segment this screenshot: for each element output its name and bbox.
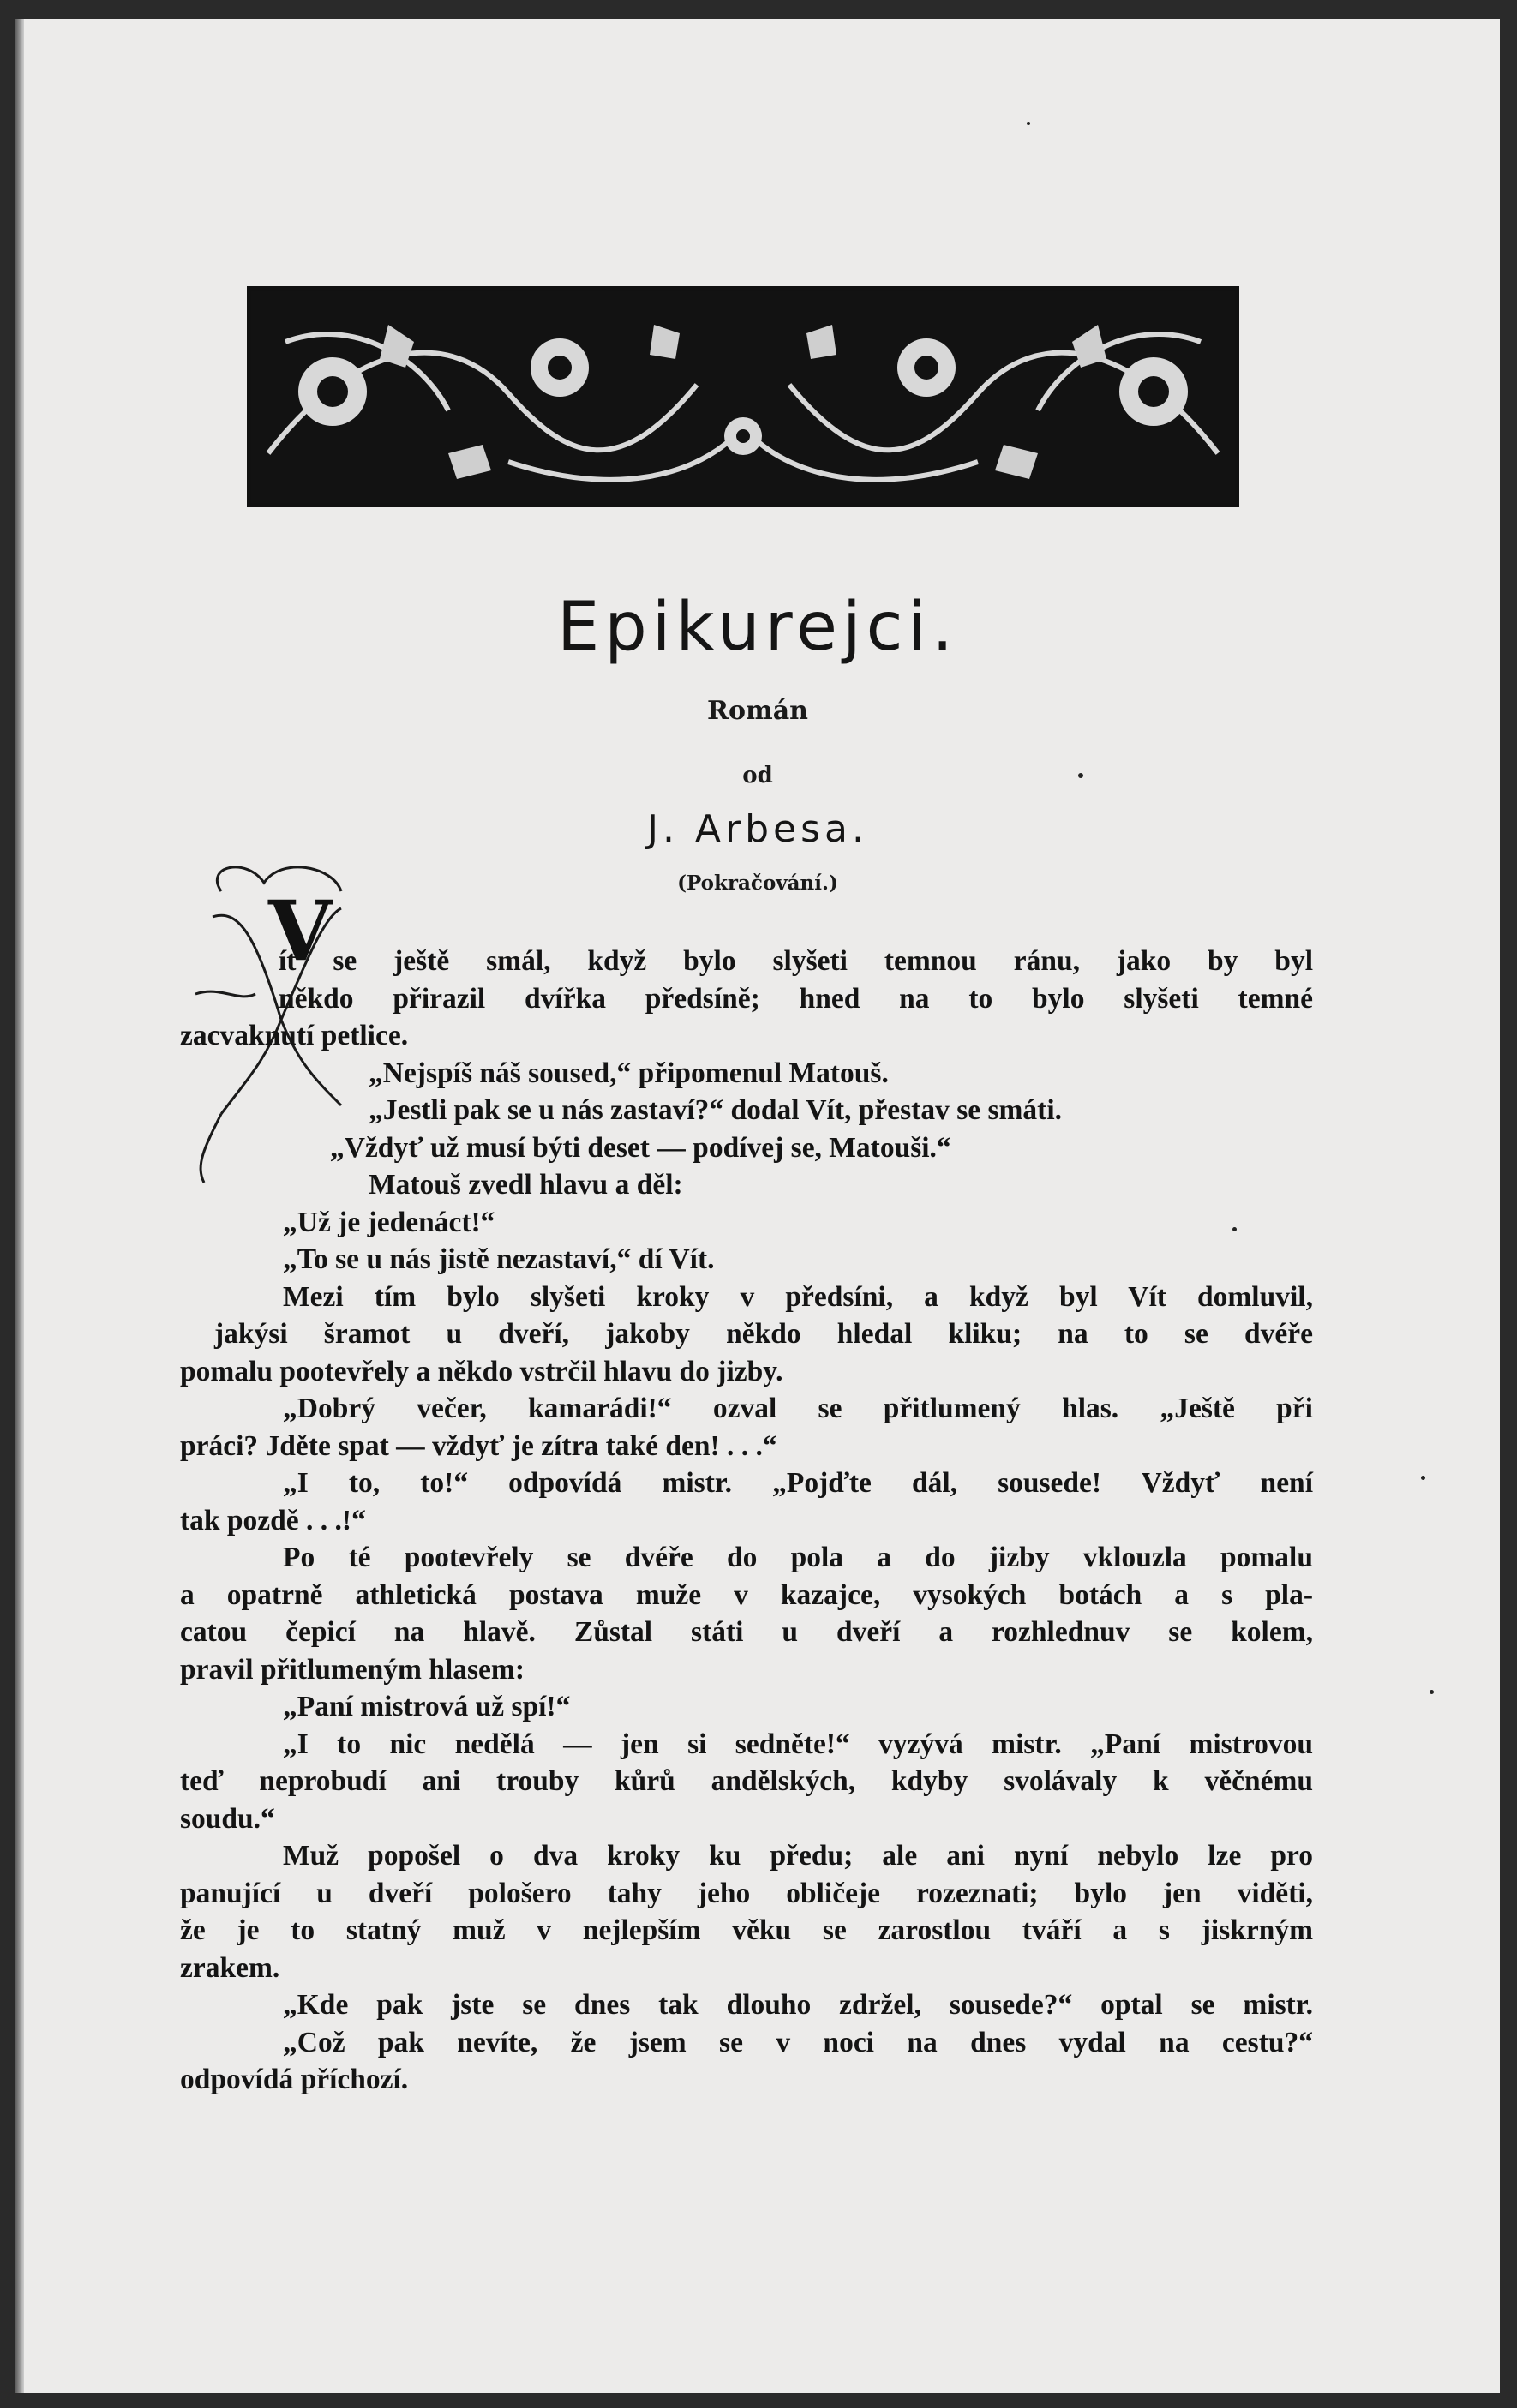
text-line: „Kde pak jste se dnes tak dlouho zdržel, sousede?“ optal se mistr. xyxy=(283,1989,1313,2021)
subtitle: Román xyxy=(707,696,808,726)
text-line: jakýsi šramot u dveří, jakoby někdo hledal kliku; na to se dvéře xyxy=(214,1318,1313,1350)
text-line: „Dobrý večer, kamarádi!“ ozval se přitlumený hlas. „Ještě při xyxy=(283,1393,1313,1424)
text-line: panující u dveří pološero tahy jeho obličeje rozeznati; bylo jen viděti, xyxy=(180,1877,1313,1909)
text-line: „I to, to!“ odpovídá mistr. „Pojďte dál, sousede! Vždyť není xyxy=(283,1467,1313,1499)
text-line: odpovídá příchozí. xyxy=(180,2064,409,2095)
text-line: ít se ještě smál, když bylo slyšeti temnou ránu, jako by byl xyxy=(279,945,1313,977)
paper-speck xyxy=(1430,1690,1434,1694)
text-line: tak pozdě . . .!“ xyxy=(180,1504,366,1536)
text-line: Mezi tím bylo slyšeti kroky v předsíni, a když byl Vít domluvil, xyxy=(283,1280,1313,1313)
text-line: zrakem. xyxy=(180,1951,280,1984)
text-line: „Paní mistrová už spí!“ xyxy=(283,1691,571,1722)
text-line: práci? Jděte spat — vždyť je zítra také den! . . .“ xyxy=(180,1429,777,1462)
paper-speck xyxy=(1027,122,1030,125)
text-line: Po té pootevřely se dvéře do pola a do jizby vklouzla pomalu xyxy=(283,1542,1313,1573)
ornamental-header-banner xyxy=(247,286,1239,507)
text-line: někdo přirazil dvířka předsíně; hned na to bylo slyšeti temné xyxy=(279,982,1313,1015)
text-line: pravil přitlumeným hlasem: xyxy=(180,1653,525,1686)
text-line: Muž popošel o dva kroky ku předu; ale ani nyní nebylo lze pro xyxy=(283,1840,1313,1872)
floral-ornament-icon xyxy=(251,291,1235,503)
text-line: pomalu pootevřely a někdo vstrčil hlavu do jizby. xyxy=(180,1355,783,1387)
text-line: „Vždyť už musí býti deset — podívej se, Matouši.“ xyxy=(330,1131,951,1164)
continuation-note: (Pokračování.) xyxy=(677,872,838,895)
text-line: „To se u nás jistě nezastaví,“ dí Vít. xyxy=(283,1243,715,1275)
text-line: teď neprobudí ani trouby kůrů andělských, kdyby svolávaly k věčnému xyxy=(180,1765,1313,1797)
text-line: a opatrně athletická postava muže v kazajce, vysokých botách a s pla- xyxy=(180,1578,1313,1611)
chapter-title: Epikurejci. xyxy=(556,589,959,666)
text-line: „Jestli pak se u nás zastaví?“ dodal Vít, přestav se smáti. xyxy=(369,1094,1063,1126)
page-edge-shadow xyxy=(15,19,24,2393)
byline: od xyxy=(742,763,773,788)
text-line: zacvaknutí petlice. xyxy=(180,1020,409,1051)
text-line: „Už je jedenáct!“ xyxy=(283,1206,495,1238)
text-line: „I to nic nedělá — jen si sedněte!“ vyzývá mistr. „Paní mistrovou xyxy=(283,1728,1313,1760)
page xyxy=(15,19,1500,2393)
paper-speck xyxy=(1078,773,1083,778)
initial-letter: V xyxy=(268,883,333,979)
text-line: „Což pak nevíte, že jsem se v noci na dnes vydal na cestu?“ xyxy=(283,2026,1313,2058)
paper-speck xyxy=(1421,1476,1425,1480)
text-line: „Nejspíš náš soused,“ připomenul Matouš. xyxy=(369,1057,889,1089)
text-line: catou čepicí na hlavě. Zůstal státi u dveří a rozhlednuv se kolem, xyxy=(180,1616,1313,1648)
text-line: že je to statný muž v nejlepším věku se zarostlou tváří a s jiskrným xyxy=(180,1914,1313,1946)
text-line: soudu.“ xyxy=(180,1802,275,1835)
paper-speck xyxy=(1232,1227,1237,1231)
text-line: Matouš zvedl hlavu a děl: xyxy=(369,1169,683,1201)
author-name: J. Arbesa. xyxy=(646,807,868,851)
body-text xyxy=(180,943,1313,2099)
